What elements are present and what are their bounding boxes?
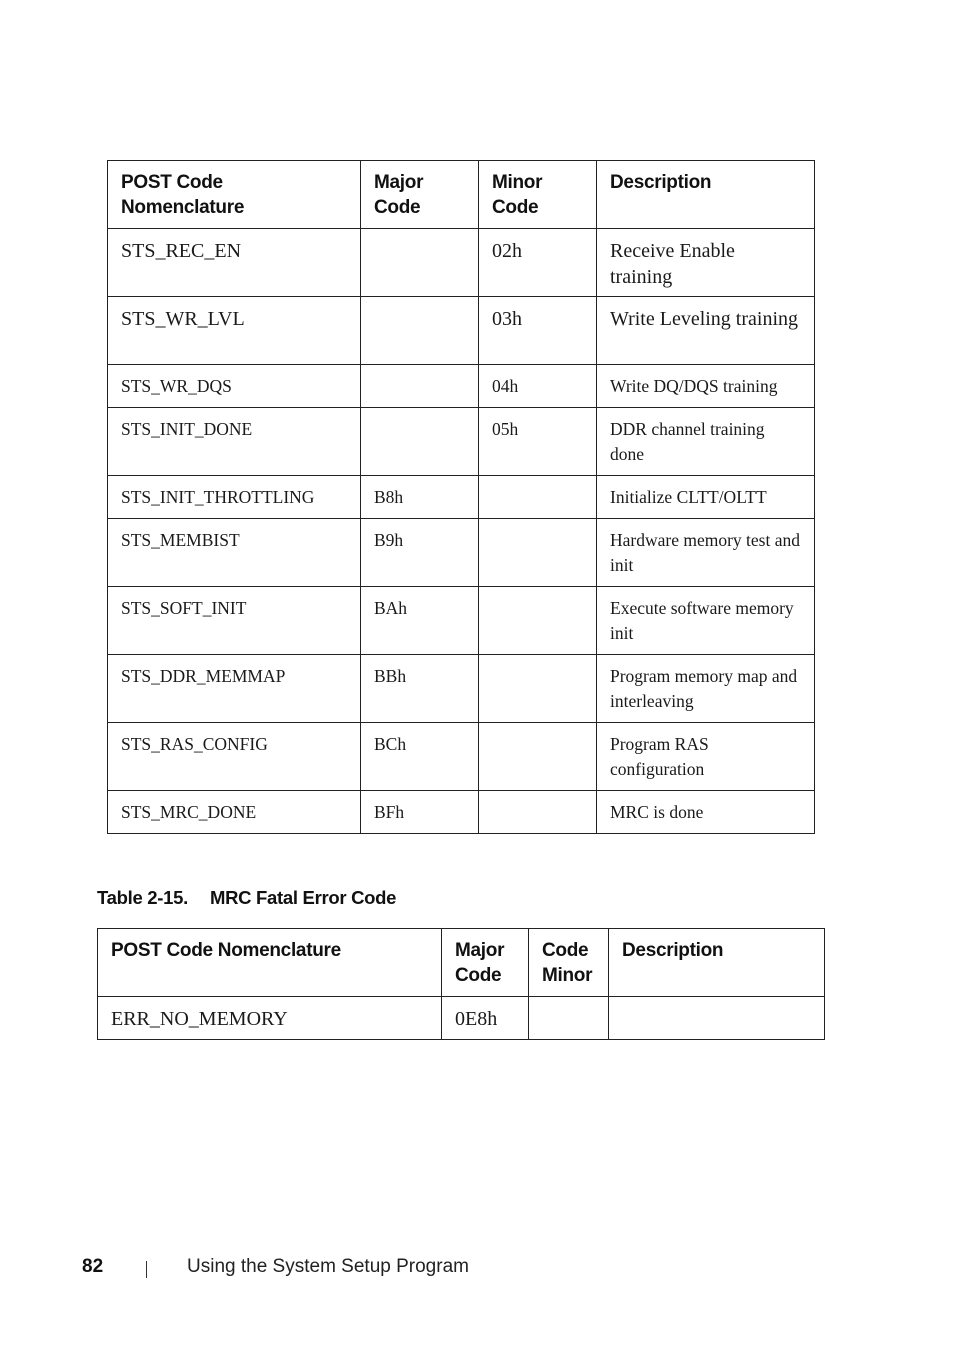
cell-description: Write Leveling training xyxy=(597,297,815,365)
table-row xyxy=(108,723,815,791)
cell-nomenclature: STS_MRC_DONE xyxy=(108,791,361,834)
header-major-code: Major Code xyxy=(442,929,529,997)
table-caption xyxy=(97,887,396,909)
cell-description: Program RAS configuration xyxy=(597,723,815,791)
cell-description xyxy=(609,997,825,1040)
cell-description: Execute software memory init xyxy=(597,587,815,655)
cell-nomenclature: STS_REC_EN xyxy=(108,229,361,297)
footer-section-title: Using the System Setup Program xyxy=(187,1256,469,1277)
post-code-table xyxy=(107,160,815,834)
table-row xyxy=(108,655,815,723)
header-major-code: Major Code xyxy=(361,161,479,229)
cell-minor: 02h xyxy=(479,229,597,297)
table-row xyxy=(108,587,815,655)
cell-nomenclature: STS_WR_LVL xyxy=(108,297,361,365)
cell-nomenclature: STS_INIT_DONE xyxy=(108,408,361,476)
cell-major: B9h xyxy=(361,519,479,587)
table-row xyxy=(108,229,815,297)
table-row xyxy=(108,408,815,476)
cell-major xyxy=(361,408,479,476)
cell-nomenclature: STS_INIT_THROTTLING xyxy=(108,476,361,519)
cell-major: BFh xyxy=(361,791,479,834)
page-number: 82 xyxy=(82,1256,104,1277)
cell-minor xyxy=(479,723,597,791)
cell-minor: 03h xyxy=(479,297,597,365)
cell-minor xyxy=(479,519,597,587)
cell-description: MRC is done xyxy=(597,791,815,834)
cell-description: Receive Enable training xyxy=(597,229,815,297)
footer-divider xyxy=(146,1261,147,1278)
header-minor-code: Minor Code xyxy=(479,161,597,229)
header-nomenclature: POST Code Nomenclature xyxy=(108,161,361,229)
cell-major xyxy=(361,229,479,297)
cell-minor xyxy=(479,655,597,723)
table-row xyxy=(98,997,825,1040)
header-description: Description xyxy=(609,929,825,997)
table-header-row xyxy=(108,161,815,229)
cell-major: BAh xyxy=(361,587,479,655)
header-code-minor: Code Minor xyxy=(529,929,609,997)
table-row xyxy=(108,519,815,587)
table-row xyxy=(108,476,815,519)
cell-description: Hardware memory test and init xyxy=(597,519,815,587)
table-row xyxy=(108,365,815,408)
fatal-error-table xyxy=(97,928,825,1040)
cell-minor xyxy=(479,587,597,655)
cell-description: DDR channel training done xyxy=(597,408,815,476)
cell-major xyxy=(361,365,479,408)
cell-description: Initialize CLTT/OLTT xyxy=(597,476,815,519)
cell-minor xyxy=(479,791,597,834)
table-caption-title: MRC Fatal Error Code xyxy=(209,887,397,908)
cell-minor xyxy=(479,476,597,519)
table-row xyxy=(108,297,815,365)
table-header-row xyxy=(98,929,825,997)
cell-major xyxy=(361,297,479,365)
cell-major: B8h xyxy=(361,476,479,519)
cell-minor: 04h xyxy=(479,365,597,408)
cell-minor: 05h xyxy=(479,408,597,476)
cell-description: Write DQ/DQS training xyxy=(597,365,815,408)
cell-major: BBh xyxy=(361,655,479,723)
cell-nomenclature: STS_DDR_MEMMAP xyxy=(108,655,361,723)
cell-minor xyxy=(529,997,609,1040)
table-caption-number: Table 2-15. xyxy=(97,887,188,908)
table-row xyxy=(108,791,815,834)
cell-nomenclature: STS_SOFT_INIT xyxy=(108,587,361,655)
cell-nomenclature: STS_WR_DQS xyxy=(108,365,361,408)
header-description: Description xyxy=(597,161,815,229)
cell-nomenclature: ERR_NO_MEMORY xyxy=(98,997,442,1040)
header-nomenclature: POST Code Nomenclature xyxy=(98,929,442,997)
cell-nomenclature: STS_RAS_CONFIG xyxy=(108,723,361,791)
cell-major: BCh xyxy=(361,723,479,791)
cell-description: Program memory map and interleaving xyxy=(597,655,815,723)
cell-nomenclature: STS_MEMBIST xyxy=(108,519,361,587)
cell-major: 0E8h xyxy=(442,997,529,1040)
